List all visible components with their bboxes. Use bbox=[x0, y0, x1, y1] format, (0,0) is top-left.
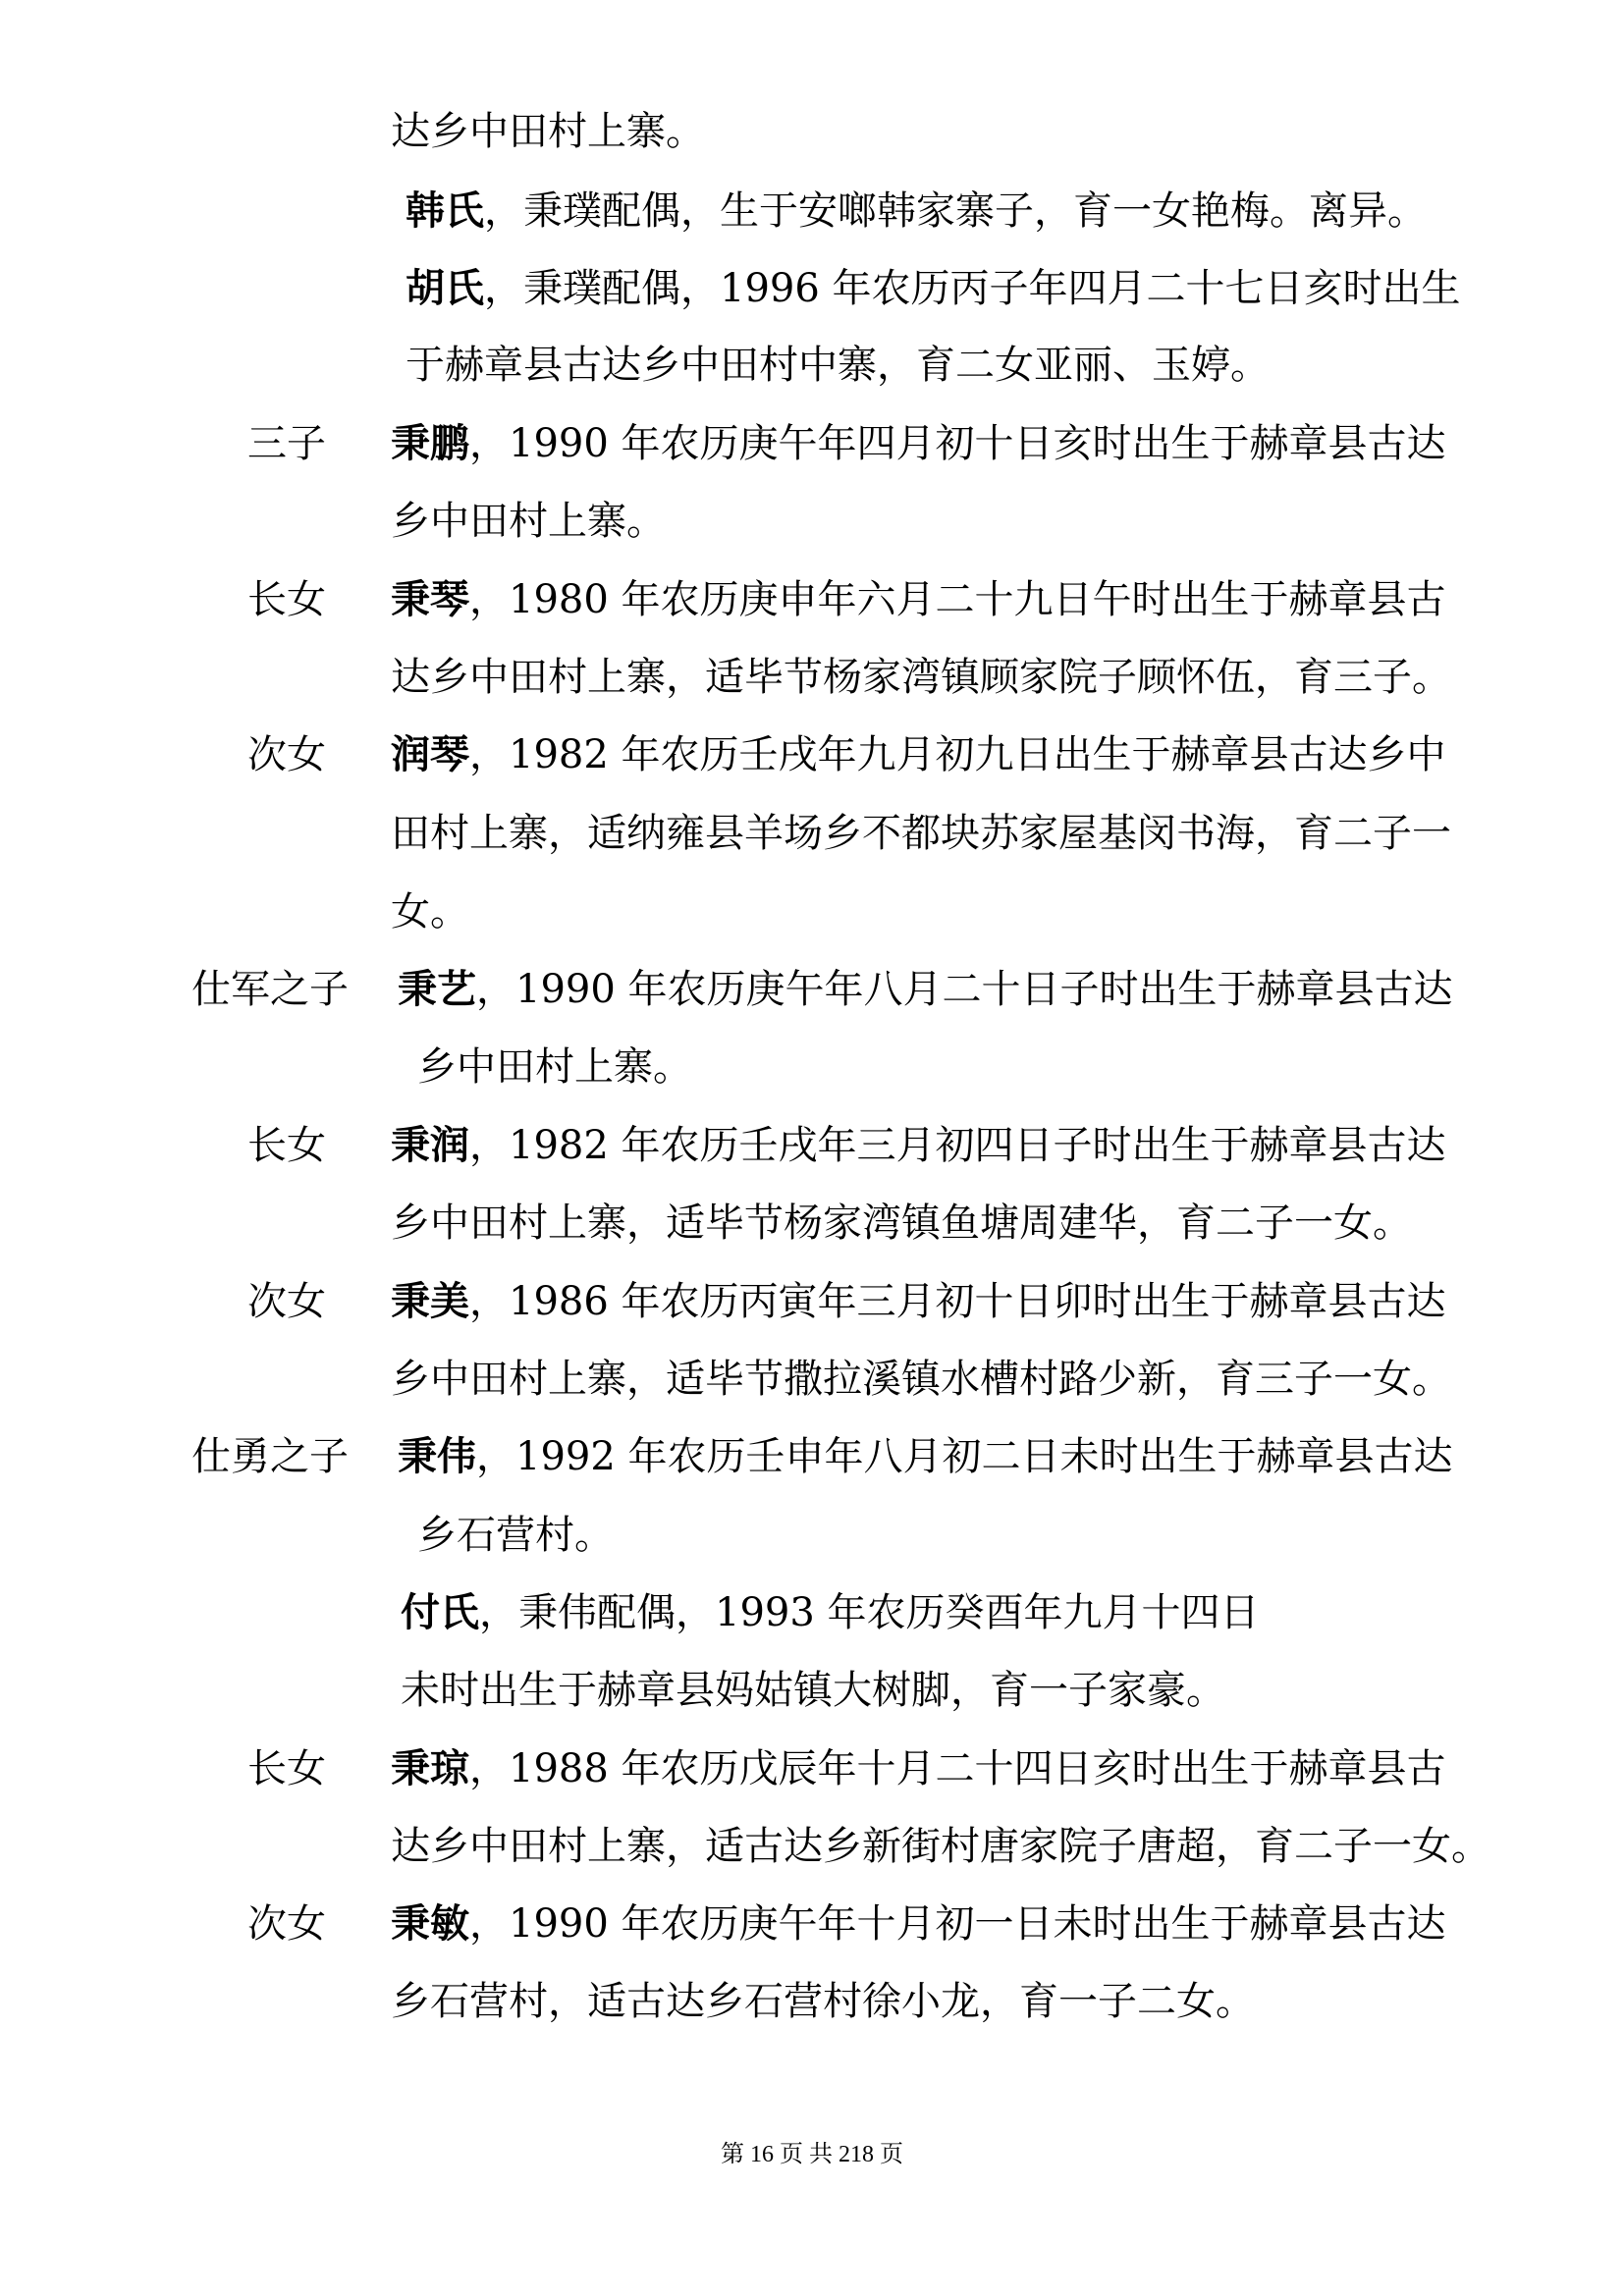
person-name: 秉伟 bbox=[398, 1433, 476, 1479]
text-line bbox=[401, 1665, 1225, 1716]
relation-label: 三子 bbox=[247, 421, 326, 466]
line-text: 乡中田村上寨，适毕节杨家湾镇鱼塘周建华，育二子一女。 bbox=[391, 1201, 1412, 1246]
line-text: ，1992 年农历壬申年八月初二日未时出生于赫章县古达 bbox=[476, 1434, 1453, 1479]
relation-label: 仕勇之子 bbox=[191, 1434, 349, 1479]
text-line bbox=[391, 1976, 1255, 2027]
line-text: ，1990 年农历庚午年四月初十日亥时出生于赫章县古达 bbox=[469, 421, 1446, 466]
person-entry bbox=[391, 1743, 1446, 1794]
text-line bbox=[417, 1041, 692, 1093]
line-text: 达乡中田村上寨，适古达乡新街村唐家院子唐超，育二子一女。 bbox=[391, 1824, 1490, 1869]
relation-label: 次女 bbox=[247, 1901, 326, 1947]
line-text: ，1988 年农历戊辰年十月二十四日亥时出生于赫章县古 bbox=[469, 1746, 1446, 1791]
text-line bbox=[391, 886, 469, 937]
relation-label: 次女 bbox=[247, 732, 326, 777]
line-text: 乡石营村。 bbox=[417, 1513, 614, 1558]
person-name: 秉艺 bbox=[398, 966, 476, 1012]
person-name: 秉琼 bbox=[391, 1745, 469, 1791]
line-text: 达乡中田村上寨。 bbox=[391, 109, 705, 154]
relation-label: 仕军之子 bbox=[191, 967, 349, 1012]
relation-label: 次女 bbox=[247, 1279, 326, 1324]
person-name: 润琴 bbox=[391, 731, 469, 777]
line-text: ，1990 年农历庚午年十月初一日未时出生于赫章县古达 bbox=[469, 1901, 1446, 1947]
text-line bbox=[391, 1821, 1490, 1872]
person-entry bbox=[391, 418, 1446, 469]
person-entry bbox=[391, 1276, 1446, 1327]
line-text: ，秉璞配偶，1996 年农历丙子年四月二十七日亥时出生 bbox=[484, 266, 1461, 311]
person-name: 韩氏 bbox=[406, 187, 484, 234]
line-text: 田村上寨，适纳雍县羊场乡不都块苏家屋基闵书海，育二子一 bbox=[391, 811, 1451, 856]
relation-label: 长女 bbox=[247, 1746, 326, 1791]
line-text: ，1980 年农历庚申年六月二十九日午时出生于赫章县古 bbox=[469, 577, 1446, 622]
spouse-entry bbox=[401, 1587, 1260, 1638]
line-text: ，秉伟配偶，1993 年农历癸酉年九月十四日 bbox=[479, 1590, 1260, 1635]
line-text: ，1990 年农历庚午年八月二十日子时出生于赫章县古达 bbox=[476, 967, 1453, 1012]
relation-label: 长女 bbox=[247, 577, 326, 622]
person-name: 秉敏 bbox=[391, 1900, 469, 1947]
person-name: 秉润 bbox=[391, 1122, 469, 1168]
line-text: 达乡中田村上寨，适毕节杨家湾镇顾家院子顾怀伍，育三子。 bbox=[391, 655, 1451, 700]
person-entry bbox=[398, 1431, 1453, 1482]
person-name: 秉美 bbox=[391, 1278, 469, 1324]
person-entry bbox=[391, 1898, 1446, 1949]
line-text: 未时出生于赫章县妈姑镇大树脚，育一子家豪。 bbox=[401, 1668, 1225, 1713]
person-name: 秉鹏 bbox=[391, 420, 469, 466]
line-text: 于赫章县古达乡中田村中寨，育二女亚丽、玉婷。 bbox=[406, 343, 1270, 388]
spouse-entry bbox=[406, 186, 1427, 237]
line-text: ，1982 年农历壬戌年三月初四日子时出生于赫章县古达 bbox=[469, 1123, 1446, 1168]
line-text: 乡中田村上寨。 bbox=[391, 499, 666, 544]
person-name: 秉琴 bbox=[391, 576, 469, 622]
line-text: 乡石营村，适古达乡石营村徐小龙，育一子二女。 bbox=[391, 1979, 1255, 2024]
text-line bbox=[391, 1354, 1451, 1405]
text-line bbox=[391, 1198, 1412, 1249]
line-text: 乡中田村上寨。 bbox=[417, 1044, 692, 1090]
text-line bbox=[417, 1510, 614, 1561]
line-text: ，1982 年农历壬戌年九月初九日出生于赫章县古达乡中 bbox=[469, 732, 1446, 777]
person-entry bbox=[391, 1120, 1446, 1171]
text-line bbox=[406, 340, 1270, 391]
relation-label: 长女 bbox=[247, 1123, 326, 1168]
text-line bbox=[391, 652, 1451, 703]
spouse-entry bbox=[406, 263, 1461, 314]
person-entry bbox=[391, 574, 1446, 625]
text-line bbox=[391, 808, 1451, 859]
line-text: 乡中田村上寨，适毕节撒拉溪镇水槽村路少新，育三子一女。 bbox=[391, 1357, 1451, 1402]
line-text: ，1986 年农历丙寅年三月初十日卯时出生于赫章县古达 bbox=[469, 1279, 1446, 1324]
person-name: 付氏 bbox=[401, 1589, 479, 1635]
text-line bbox=[391, 106, 705, 157]
person-entry bbox=[398, 964, 1453, 1015]
line-text: 女。 bbox=[391, 889, 469, 934]
person-name: 胡氏 bbox=[406, 265, 484, 311]
line-text: ，秉璞配偶，生于安啷韩家寨子，育一女艳梅。离异。 bbox=[484, 188, 1427, 234]
page-footer: 第 16 页 共 218 页 bbox=[721, 2142, 903, 2167]
text-line bbox=[391, 496, 666, 547]
person-entry bbox=[391, 729, 1446, 780]
